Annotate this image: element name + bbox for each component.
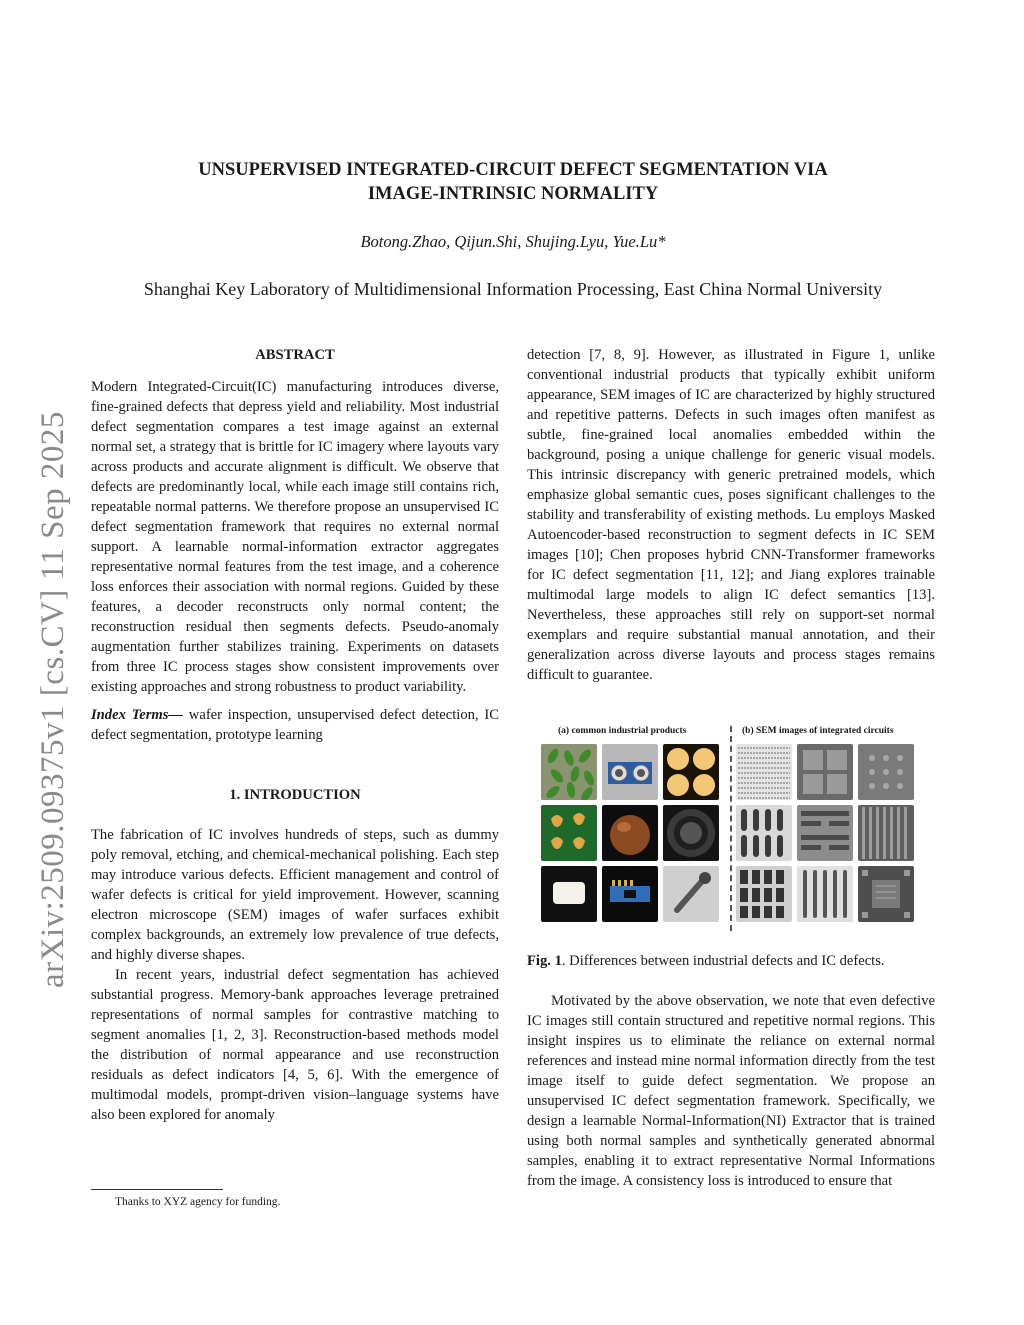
right-paragraph-1: detection [7, 8, 9]. However, as illustrated in Figure 1, unlike conventional industrial products that typically exhibit uniform appearance, SEM images of IC are characterized by highly structured and repetitive patterns. Defects in such images often manifest as subtle, fine-grained local anomalies embedded within the background, posing a unique challenge for generic visual models. This intrinsic discrepancy with generic pretrained models, which emphasize global semantic cues, poses significant challenges to the stability and transferability of existing methods. Lu employs Masked Autoencoder-based reconstruction to segment defects in IC SEM images [10]; Chen proposes hybrid CNN-Transformer frameworks for IC defect segmentation [11, 12]; and Jiang explores trainable multimodal large models to align IC defect semantics [13]. Nevertheless, these approaches still rely on support-set normal exemplars and require substantial manual annotation, and their generalization across diverse layouts and process stages remains difficult to guarantee.: [527, 347, 935, 683]
index-terms-text: wafer inspection, unsupervised defect detection, IC defect segmentation, prototype learning: [91, 707, 499, 743]
title-line-2: IMAGE-INTRINSIC NORMALITY: [367, 184, 659, 204]
thumb-sem-pillar-matrix: [797, 866, 853, 922]
index-terms: [91, 705, 499, 745]
figure-divider: [730, 726, 732, 931]
right-column-bottom: [527, 991, 935, 1191]
thumb-hazelnut: [602, 805, 658, 861]
abstract-text: Modern Integrated-Circuit(IC) manufacturing introduces diverse, fine-grained defects that depress yield and reliability. Most industrial defect segmentation compares a test image against an external normal set, a strategy that is brittle for IC imagery where layouts vary across products and accurate alignment is difficult. We observe that defects are predominantly local, while each image still contains rich, repeatable normal patterns. We therefore propose an unsupervised IC defect segmentation framework that requires no external normal support. A learnable normal-information extractor aggregates representative normal features from the test image, and a coherence loss enforces their association with normal regions. Guided by these features, a decoder reconstructs only normal content; the reconstruction residual then segments defects. Pseudo-anomaly augmentation further stabilizes training. Experiments on datasets from three IC process stages show consistent improvements over existing approaches and strong robustness to product variability.: [91, 379, 499, 695]
thumb-led-lamps: [663, 744, 719, 800]
figure-caption-text: . Differences between industrial defects and IC defects.: [561, 953, 885, 969]
figure-panel-a-title: (a) common industrial products: [558, 726, 687, 736]
thumb-sem-chip-array: [858, 866, 914, 922]
thumb-sem-vertical-bars: [736, 805, 792, 861]
footnote-rule: [91, 1189, 223, 1190]
figure-caption-label: Fig. 1: [527, 953, 562, 969]
intro-heading: 1. INTRODUCTION: [229, 787, 361, 803]
thumb-pill: [541, 866, 597, 922]
thumb-bottle: [663, 805, 719, 861]
thumb-sem-dot-array: [858, 744, 914, 800]
figure-caption: [527, 953, 935, 970]
index-terms-label: Index Terms—: [91, 707, 184, 723]
thumb-sem-dense-text: [736, 744, 792, 800]
thumb-sem-striped-tiles: [797, 805, 853, 861]
intro-paragraph-2: In recent years, industrial defect segmentation has achieved substantial progress. Memory-bank approaches leverage pretrained representations of normal samples for contrastive matching to segment anomalies [1, 2, 3]. Reconstruction-based methods model the distribution of normal appearance and use reconstruction residuals as defect indicators [4, 5, 6]. With the emergence of multimodal models, prompt-driven vision–language systems have also been explored for anomaly: [91, 967, 499, 1123]
affiliation: Shanghai Key Laboratory of Multidimensional Information Processing, East China Normal University: [143, 279, 883, 299]
author-list: Botong.Zhao, Qijun.Shi, Shujing.Lyu, Yue.Lu*: [360, 232, 666, 251]
thumb-pistachios: [541, 805, 597, 861]
thumb-sem-grid-pads: [797, 744, 853, 800]
left-column: [91, 345, 499, 1125]
thumb-green-capsules: [541, 744, 597, 800]
thumb-circuit-board: [602, 866, 658, 922]
arxiv-identifier: arXiv:2509.09375v1 [cs.CV] 11 Sep 2025: [35, 411, 71, 988]
figure-1: [538, 726, 924, 931]
right-column-top: [527, 345, 935, 685]
intro-paragraph-1: The fabrication of IC involves hundreds of steps, such as dummy poly removal, etching, and chemical-mechanical polishing. Each step may introduce various defects. Efficient management and control of wafer defects is critical for yield improvement. However, scanning electron microscope (SEM) images of wafer surfaces exhibit complex backgrounds, an extremely low prevalence of true defects, and highly diverse shapes.: [91, 827, 499, 963]
right-paragraph-2: Motivated by the above observation, we note that even defective IC images still contain structured and repetitive normal regions. This insight inspires us to eliminate the reliance on external normal references and instead mine normal information directly from the test image itself to guide defect segmentation. We propose an unsupervised IC defect segmentation framework. Specifically, we design a learnable Normal-Information(NI) Extractor that is trained using both normal samples and synthetically generated abnormal samples, enabling it to extract representative Normal Informations from the image. A consistency loss is introduced to ensure that: [527, 993, 935, 1189]
footnote: Thanks to XYZ agency for funding.: [115, 1196, 281, 1208]
thumb-sem-vertical-lines: [858, 805, 914, 861]
paper-title: [120, 158, 906, 206]
title-line-1: UNSUPERVISED INTEGRATED-CIRCUIT DEFECT SEGMENTATION VIA: [198, 160, 828, 180]
thumb-ultrasonic-sensor: [602, 744, 658, 800]
thumb-screw: [663, 866, 719, 922]
thumb-sem-block-array: [736, 866, 792, 922]
figure-panel-b-title: (b) SEM images of integrated circuits: [742, 726, 894, 736]
abstract-heading: ABSTRACT: [255, 347, 335, 363]
